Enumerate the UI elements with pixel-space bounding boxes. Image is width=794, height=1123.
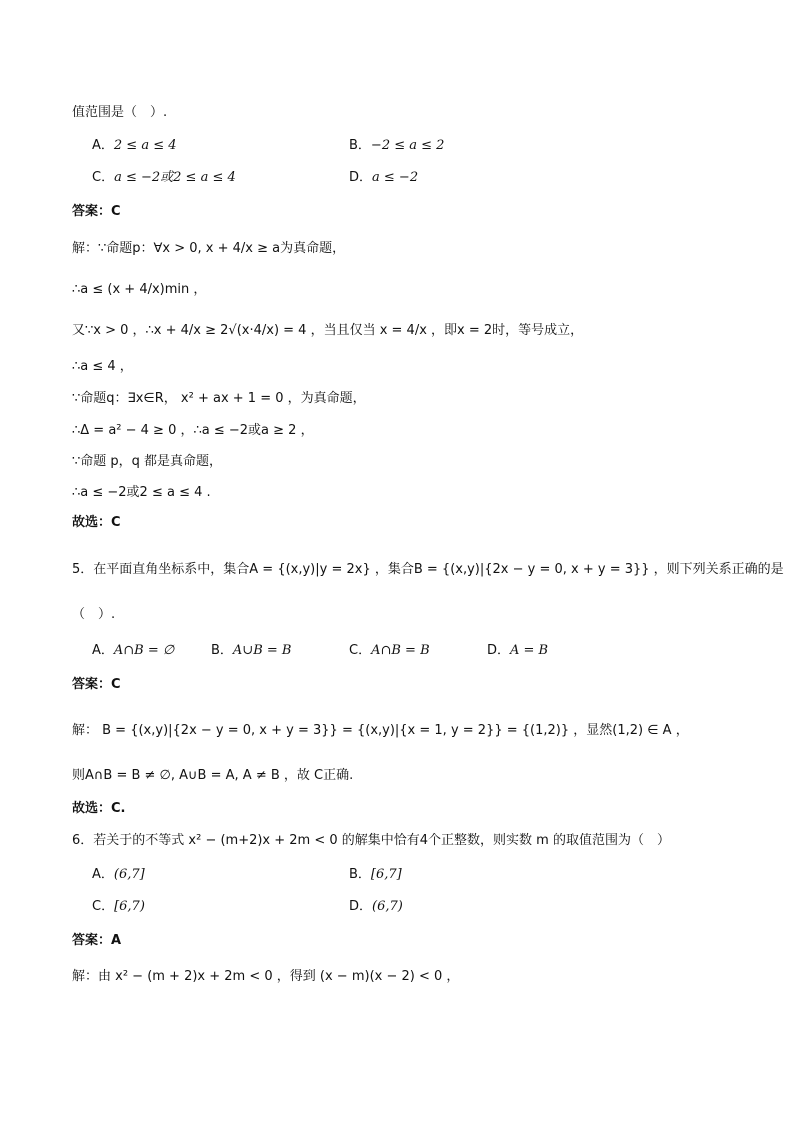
q4-choice: 故选：C xyxy=(72,515,121,530)
q4-solution-line: ∴a ≤ 4 ， xyxy=(72,359,133,374)
q4-solution-line: ∵命题q：∃x∈R， x² + ax + 1 = 0 ，为真命题， xyxy=(72,391,366,406)
q4-option-a-label: A． xyxy=(92,138,114,153)
q4-option-b-label: B． xyxy=(349,138,371,153)
q4-answer: 答案：C xyxy=(72,204,121,219)
q5-option-d-text: A = B xyxy=(510,643,549,658)
q6-option-c-text: [6,7) xyxy=(114,899,145,914)
q4-solution-line: ∵命题 p，q 都是真命题， xyxy=(72,454,223,469)
q5-choice: 故选：C. xyxy=(72,801,126,816)
q5-solution-line: 解： B = {(x,y)|{2x − y = 0, x + y = 3}} = {(x,y)|{x = 1, y = 2}} = {(1,2)} ，显然(1,2) ∈ A ， xyxy=(72,723,689,738)
q6-option-d xyxy=(349,898,403,916)
q5-option-a xyxy=(92,642,174,660)
q6-solution-line: 解：由 x² − (m + 2)x + 2m < 0 ，得到 (x − m)(x − 2) < 0 ， xyxy=(72,969,460,984)
q6-option-b-label: B． xyxy=(349,867,371,882)
q6-option-c-label: C． xyxy=(92,899,115,914)
q6-option-a-label: A． xyxy=(92,867,114,882)
q4-option-a xyxy=(92,137,177,155)
q4-solution-line: ∴Δ = a² − 4 ≥ 0 ，∴a ≤ −2或a ≥ 2 ， xyxy=(72,423,314,438)
q4-stem-tail: 值范围是（ ）. xyxy=(72,105,168,120)
q4-option-b-text: −2 ≤ a ≤ 2 xyxy=(370,138,445,153)
q5-stem-tail: （ ）. xyxy=(72,607,116,622)
q4-option-c-text: a ≤ −2或2 ≤ a ≤ 4 xyxy=(114,170,236,185)
q5-option-c-label: C． xyxy=(349,643,372,658)
q5-stem: 5．在平面直角坐标系中，集合A = {(x,y)|y = 2x} ，集合B = {(x,y)|{2x − y = 0, x + y = 3}} ，则下列关系正确的是 xyxy=(72,562,784,577)
q6-option-d-label: D． xyxy=(349,899,373,914)
q4-option-d-label: D． xyxy=(349,170,373,185)
q6-option-b-text: [6,7] xyxy=(370,867,402,882)
q6-option-d-text: (6,7) xyxy=(372,899,403,914)
q5-option-b-label: B． xyxy=(211,643,233,658)
q6-option-a xyxy=(92,866,145,884)
q5-option-c xyxy=(349,642,430,660)
q5-option-b-text: A∪B = B xyxy=(232,643,292,658)
q4-option-b xyxy=(349,137,444,155)
q4-option-d xyxy=(349,169,418,187)
q4-option-a-text: 2 ≤ a ≤ 4 xyxy=(113,138,177,153)
q4-solution-line: ∴a ≤ −2或2 ≤ a ≤ 4 . xyxy=(72,485,211,500)
q5-solution-line: 则A∩B = B ≠ ∅, A∪B = A, A ≠ B ，故 C正确. xyxy=(72,768,354,783)
q4-option-c-label: C． xyxy=(92,170,115,185)
q6-option-a-text: (6,7] xyxy=(113,867,145,882)
q5-option-b xyxy=(211,642,291,660)
q5-answer: 答案：C xyxy=(72,677,121,692)
q6-answer: 答案：A xyxy=(72,933,122,948)
q4-option-d-text: a ≤ −2 xyxy=(372,170,419,185)
q5-option-d-label: D． xyxy=(487,643,511,658)
q4-solution-line: 解：∵命题p：∀x > 0, x + 4/x ≥ a为真命题， xyxy=(72,241,346,256)
q4-option-c xyxy=(92,169,236,187)
q5-option-a-text: A∩B = ∅ xyxy=(113,643,175,658)
q4-solution-line: 又∵x > 0 ，∴x + 4/x ≥ 2√(x·4/x) = 4 ，当且仅当 x = 4/x ，即x = 2时，等号成立， xyxy=(72,323,584,338)
q6-option-c xyxy=(92,898,145,916)
q5-option-c-text: A∩B = B xyxy=(371,643,430,658)
q5-option-d xyxy=(487,642,548,660)
q6-option-b xyxy=(349,866,402,884)
q5-option-a-label: A． xyxy=(92,643,114,658)
q4-solution-line: ∴a ≤ (x + 4/x)min ， xyxy=(72,282,207,297)
q6-stem: 6．若关于的不等式 x² − (m+2)x + 2m < 0 的解集中恰有4个正整数，则实数 m 的取值范围为（ ） xyxy=(72,833,670,848)
